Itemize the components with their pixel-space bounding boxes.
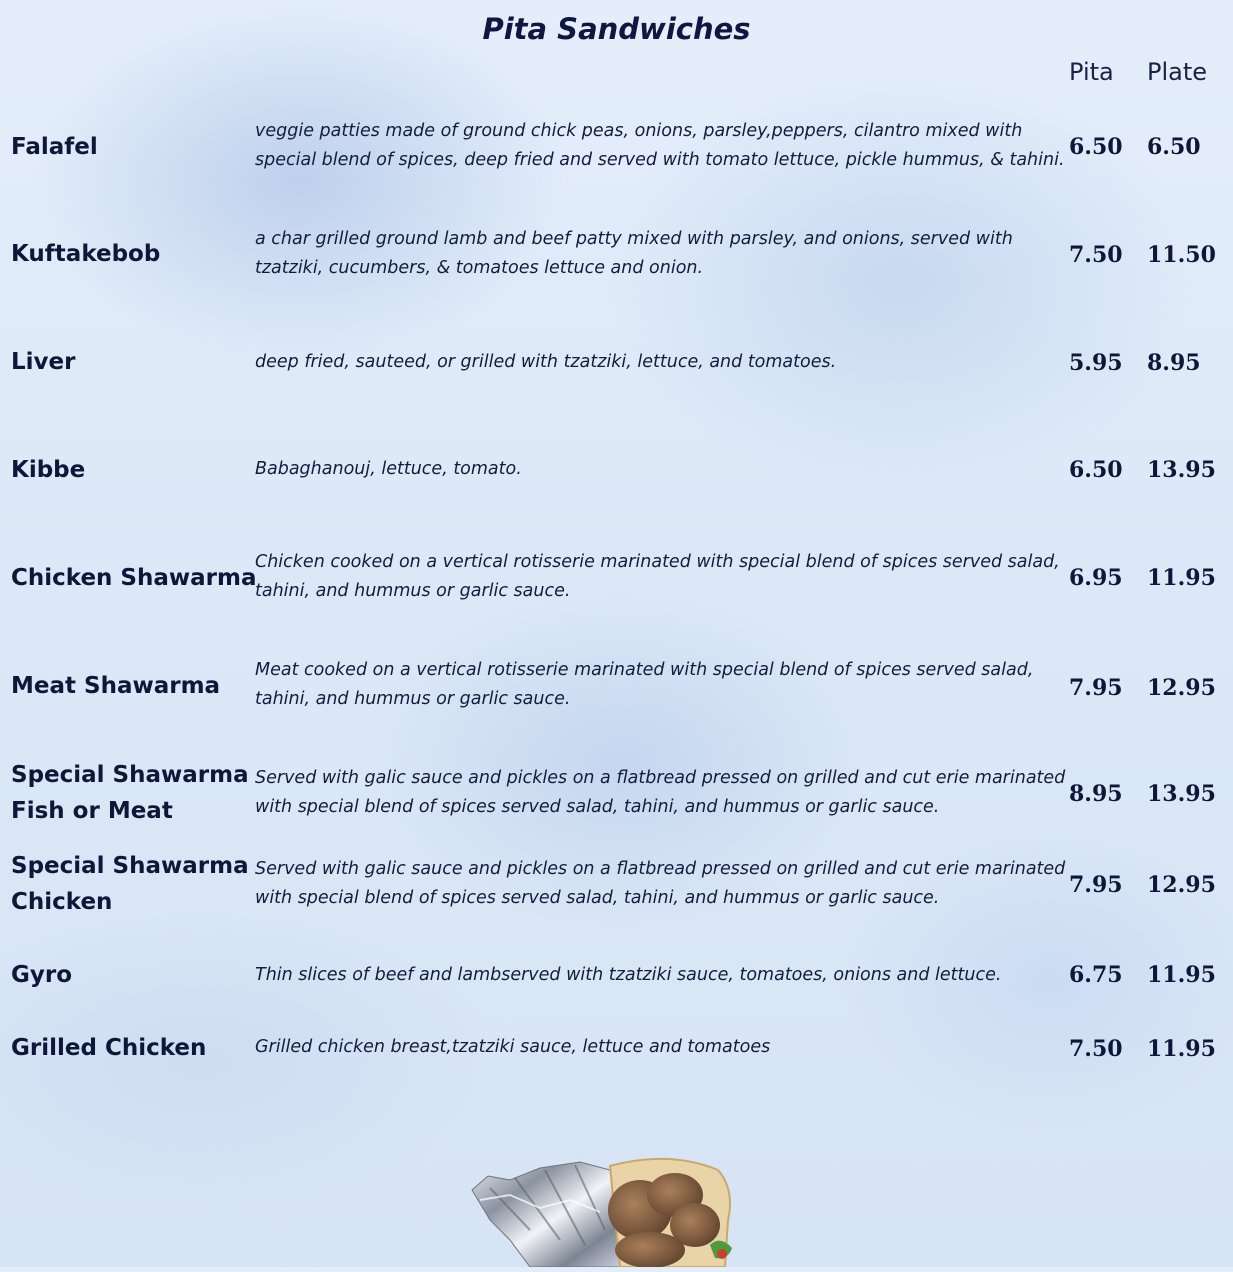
pita-price: 6.50 [1069,457,1123,483]
pita-price: 6.75 [1069,962,1123,988]
plate-price: 13.95 [1147,781,1216,807]
plate-price: 8.95 [1147,350,1201,376]
pita-price: 7.95 [1069,675,1123,701]
column-header-plate: Plate [1147,58,1208,86]
item-description: veggie patties made of ground chick peas, onions, parsley,peppers, cilantro mixed with special blend of spices, deep fried and served with tomato lettuce, pickle hummus, & tahini. [255,121,1065,170]
item-name: Gyro [11,962,73,988]
item-description: Thin slices of beef and lambserved with tzatziki sauce, tomatoes, onions and lettuce. [255,965,1002,985]
pita-price: 7.50 [1069,242,1123,268]
plate-price: 13.95 [1147,457,1216,483]
item-name: Special Shawarma Fish or Meat [11,762,249,824]
pita-price: 6.95 [1069,565,1123,591]
item-name: Kibbe [11,457,86,483]
item-name: Meat Shawarma [11,673,221,699]
item-description: Meat cooked on a vertical rotisserie marinated with special blend of spices served salad, tahini, and hummus or garlic sauce. [255,660,1034,709]
page-title: Pita Sandwiches [482,12,751,46]
item-description: Served with galic sauce and pickles on a flatbread pressed on grilled and cut erie marinated with special blend of spices served salad, tahini, and hummus or garlic sauce. [255,859,1066,908]
pita-price: 7.50 [1069,1036,1123,1062]
plate-price: 11.95 [1147,962,1216,988]
item-description: Grilled chicken breast,tzatziki sauce, lettuce and tomatoes [255,1037,771,1057]
item-name: Chicken Shawarma [11,565,257,591]
item-name: Liver [11,349,76,375]
item-name: Falafel [11,134,98,160]
item-description: Babaghanouj, lettuce, tomato. [255,459,522,479]
plate-price: 6.50 [1147,134,1201,160]
item-description: Chicken cooked on a vertical rotisserie marinated with special blend of spices served salad, tahini, and hummus or garlic sauce. [255,552,1060,601]
plate-price: 11.95 [1147,1036,1216,1062]
item-name: Kuftakebob [11,241,161,267]
pita-price: 8.95 [1069,781,1123,807]
plate-price: 12.95 [1147,872,1216,898]
pita-price: 5.95 [1069,350,1123,376]
gyro-wrap-in-foil-icon [470,1150,750,1267]
column-header-pita: Pita [1069,58,1114,86]
plate-price: 11.95 [1147,565,1216,591]
item-description: deep fried, sauteed, or grilled with tzatziki, lettuce, and tomatoes. [255,352,837,372]
item-description: a char grilled ground lamb and beef patty mixed with parsley, and onions, served with tzatziki, cucumbers, & tomatoes lettuce and onion. [255,229,1013,278]
pita-price: 6.50 [1069,134,1123,160]
item-name: Special Shawarma Chicken [11,853,249,915]
pita-price: 7.95 [1069,872,1123,898]
item-description: Served with galic sauce and pickles on a flatbread pressed on grilled and cut erie marinated with special blend of spices served salad, tahini, and hummus or garlic sauce. [255,768,1066,817]
plate-price: 11.50 [1147,242,1216,268]
plate-price: 12.95 [1147,675,1216,701]
item-name: Grilled Chicken [11,1035,207,1061]
